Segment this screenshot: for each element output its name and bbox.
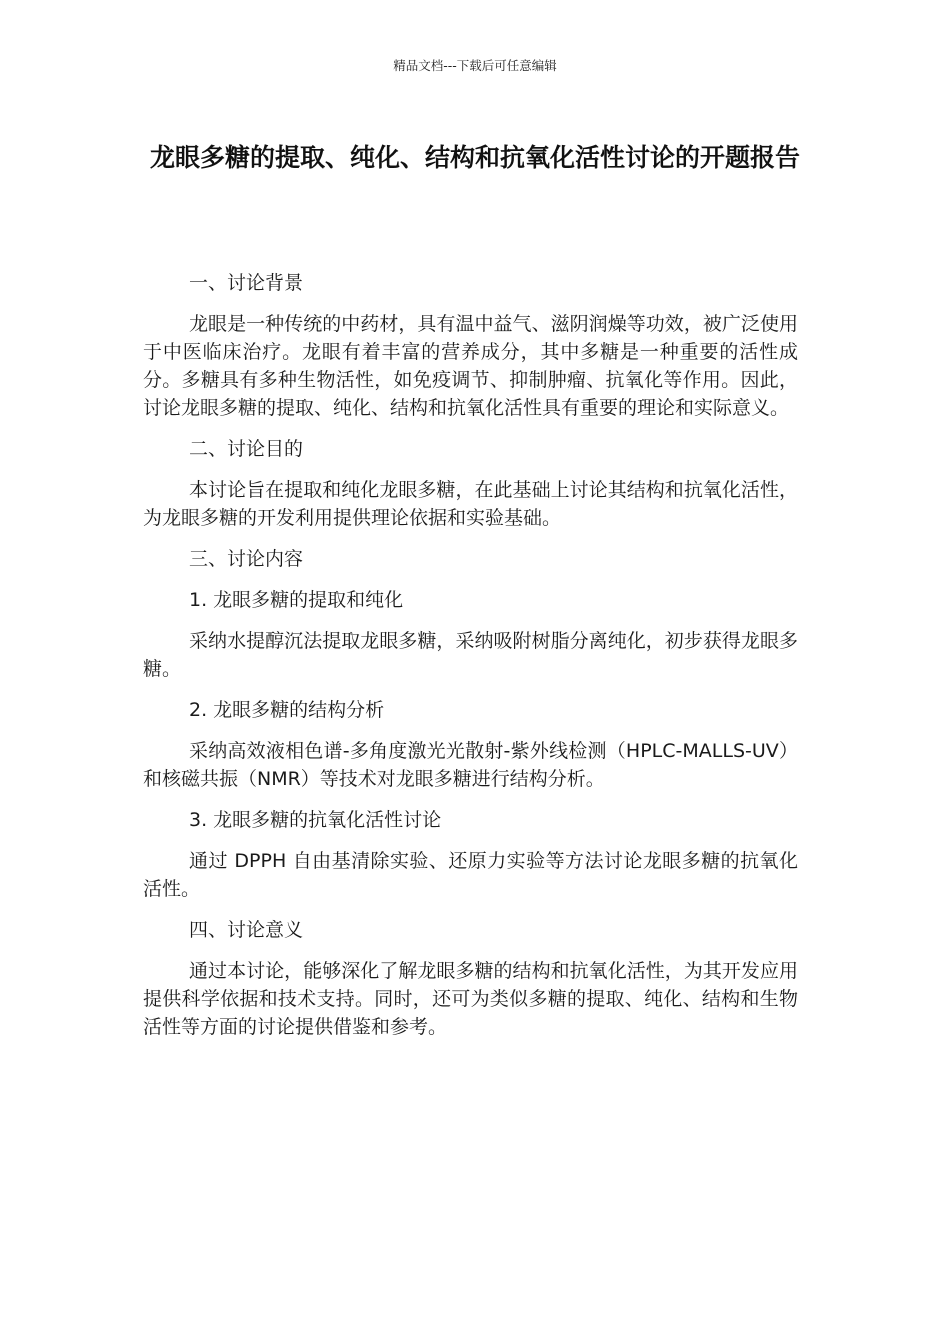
section-heading-significance: 四、讨论意义 xyxy=(189,919,304,941)
subheading-extraction: 1. 龙眼多糖的提取和纯化 xyxy=(189,589,404,611)
section-content xyxy=(143,545,798,903)
document-body xyxy=(143,269,798,1054)
paragraph-structure: 采纳高效液相色谱-多角度激光光散射-紫外线检测（HPLC-MALLS-UV）和核磁共振（NMR）等技术对龙眼多糖进行结构分析。 xyxy=(143,740,798,790)
paragraph-extraction: 采纳水提醇沉法提取龙眼多糖，采纳吸附树脂分离纯化，初步获得龙眼多糖。 xyxy=(143,630,798,680)
subheading-structure: 2. 龙眼多糖的结构分析 xyxy=(189,699,385,721)
paragraph-purpose: 本讨论旨在提取和纯化龙眼多糖，在此基础上讨论其结构和抗氧化活性，为龙眼多糖的开发利用提供理论依据和实验基础。 xyxy=(143,479,798,529)
section-heading-background: 一、讨论背景 xyxy=(189,272,304,294)
section-purpose xyxy=(143,435,798,532)
section-significance xyxy=(143,916,798,1041)
paragraph-antioxidant: 通过 DPPH 自由基清除实验、还原力实验等方法讨论龙眼多糖的抗氧化活性。 xyxy=(143,850,798,900)
running-header: 精品文档---下载后可任意编辑 xyxy=(393,58,557,73)
paragraph-significance: 通过本讨论，能够深化了解龙眼多糖的结构和抗氧化活性，为其开发应用提供科学依据和技术支持。同时，还可为类似多糖的提取、纯化、结构和生物活性等方面的讨论提供借鉴和参考。 xyxy=(143,960,798,1038)
section-heading-content: 三、讨论内容 xyxy=(189,548,304,570)
paragraph-background: 龙眼是一种传统的中药材，具有温中益气、滋阴润燥等功效，被广泛使用于中医临床治疗。龙眼有着丰富的营养成分，其中多糖是一种重要的活性成分。多糖具有多种生物活性，如免疫调节、抑制肿瘤、抗氧化等作用。因此，讨论龙眼多糖的提取、纯化、结构和抗氧化活性具有重要的理论和实际意义。 xyxy=(143,313,798,419)
subheading-antioxidant: 3. 龙眼多糖的抗氧化活性讨论 xyxy=(189,809,442,831)
section-background xyxy=(143,269,798,422)
section-heading-purpose: 二、讨论目的 xyxy=(189,438,304,460)
document-title: 龙眼多糖的提取、纯化、结构和抗氧化活性讨论的开题报告 xyxy=(149,143,800,172)
